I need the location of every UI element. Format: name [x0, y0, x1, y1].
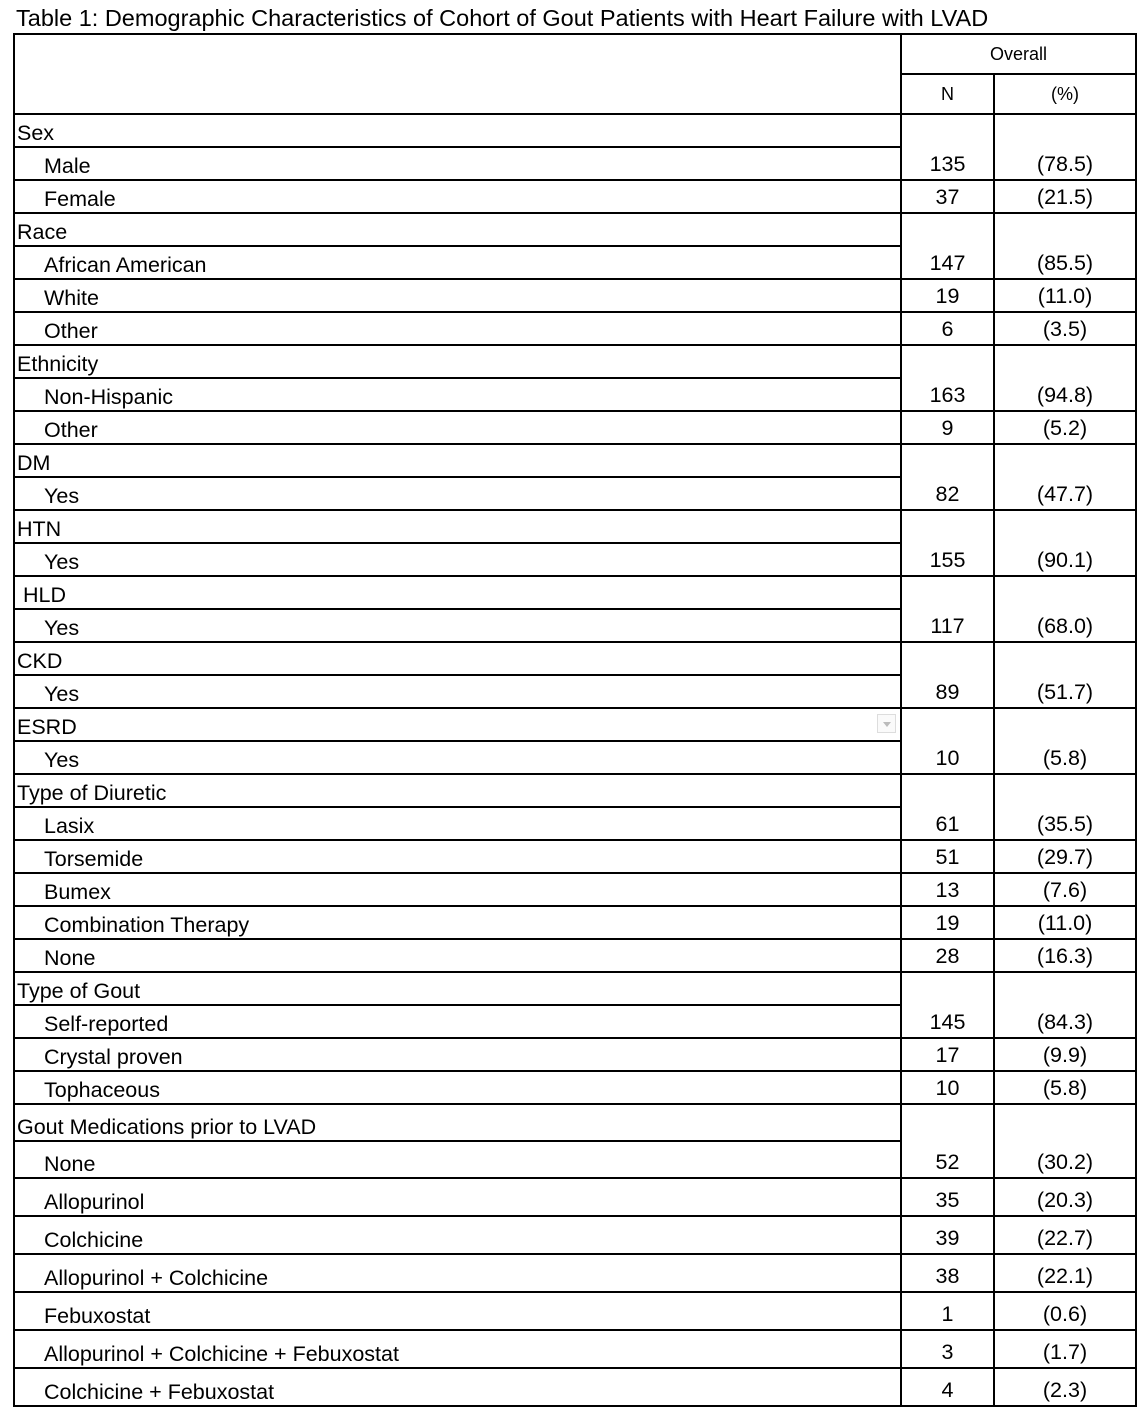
- count-cell: 4: [901, 1368, 994, 1406]
- row-label: Febuxostat: [14, 1292, 901, 1330]
- table-row: [14, 906, 1136, 939]
- count-cell: 51: [901, 840, 994, 873]
- table-row: [14, 1216, 1136, 1254]
- category-row: [14, 642, 1136, 675]
- count-cell: 39: [901, 1216, 994, 1254]
- count-cell: 3: [901, 1330, 994, 1368]
- row-label: Yes: [14, 477, 901, 510]
- row-label: Yes: [14, 675, 901, 708]
- header-row-overall: [14, 34, 1136, 74]
- percent-cell: (29.7): [994, 840, 1136, 873]
- count-cell: 61: [901, 774, 994, 840]
- count-cell: 38: [901, 1254, 994, 1292]
- row-label: Other: [14, 411, 901, 444]
- category-label: Type of Diuretic: [14, 774, 901, 807]
- category-row: [14, 1104, 1136, 1141]
- category-row: [14, 774, 1136, 807]
- row-label: White: [14, 279, 901, 312]
- percent-cell: (20.3): [994, 1178, 1136, 1216]
- count-cell: 9: [901, 411, 994, 444]
- row-label: African American: [14, 246, 901, 279]
- table-row: [14, 1254, 1136, 1292]
- percent-cell: (1.7): [994, 1330, 1136, 1368]
- row-label: Self-reported: [14, 1005, 901, 1038]
- header-overall: Overall: [901, 34, 1136, 74]
- row-label: Bumex: [14, 873, 901, 906]
- row-label: Colchicine + Febuxostat: [14, 1368, 901, 1406]
- category-label: Type of Gout: [14, 972, 901, 1005]
- table-row: [14, 873, 1136, 906]
- count-cell: 82: [901, 444, 994, 510]
- percent-cell: (7.6): [994, 873, 1136, 906]
- header-blank-cell: [14, 34, 901, 114]
- row-label: Crystal proven: [14, 1038, 901, 1071]
- header-pct: (%): [994, 74, 1136, 114]
- percent-cell: (35.5): [994, 774, 1136, 840]
- row-label: Yes: [14, 543, 901, 576]
- row-label: Colchicine: [14, 1216, 901, 1254]
- count-cell: 28: [901, 939, 994, 972]
- row-label: Allopurinol + Colchicine + Febuxostat: [14, 1330, 901, 1368]
- count-cell: 89: [901, 642, 994, 708]
- category-row: [14, 444, 1136, 477]
- row-label: Torsemide: [14, 840, 901, 873]
- count-cell: 163: [901, 345, 994, 411]
- table-row: [14, 840, 1136, 873]
- table-row: [14, 1038, 1136, 1071]
- percent-cell: (5.8): [994, 1071, 1136, 1104]
- demographics-table: [13, 33, 1137, 1407]
- category-row: [14, 213, 1136, 246]
- category-label: Race: [14, 213, 901, 246]
- percent-cell: (94.8): [994, 345, 1136, 411]
- table-row: [14, 312, 1136, 345]
- category-row: [14, 510, 1136, 543]
- percent-cell: (85.5): [994, 213, 1136, 279]
- percent-cell: (2.3): [994, 1368, 1136, 1406]
- category-label: Ethnicity: [14, 345, 901, 378]
- percent-cell: (22.7): [994, 1216, 1136, 1254]
- header-n: N: [901, 74, 994, 114]
- count-cell: 117: [901, 576, 994, 642]
- table-row: [14, 1071, 1136, 1104]
- count-cell: 17: [901, 1038, 994, 1071]
- table-row: [14, 1292, 1136, 1330]
- percent-cell: (16.3): [994, 939, 1136, 972]
- category-label: DM: [14, 444, 901, 477]
- count-cell: 52: [901, 1104, 994, 1178]
- percent-cell: (5.8): [994, 708, 1136, 774]
- table-row: [14, 939, 1136, 972]
- table-row: [14, 1368, 1136, 1406]
- filter-dropdown-icon[interactable]: [877, 714, 896, 733]
- percent-cell: (30.2): [994, 1104, 1136, 1178]
- category-row: [14, 708, 1136, 741]
- category-label: HLD: [14, 576, 901, 609]
- percent-cell: (51.7): [994, 642, 1136, 708]
- category-row: [14, 576, 1136, 609]
- count-cell: 135: [901, 114, 994, 180]
- percent-cell: (0.6): [994, 1292, 1136, 1330]
- row-label: Lasix: [14, 807, 901, 840]
- row-label: Allopurinol + Colchicine: [14, 1254, 901, 1292]
- row-label: None: [14, 1141, 901, 1178]
- percent-cell: (68.0): [994, 576, 1136, 642]
- count-cell: 1: [901, 1292, 994, 1330]
- row-label: Female: [14, 180, 901, 213]
- table-row: [14, 1178, 1136, 1216]
- label-text: ESRD: [17, 715, 77, 739]
- percent-cell: (9.9): [994, 1038, 1136, 1071]
- category-row: [14, 972, 1136, 1005]
- row-label: Combination Therapy: [14, 906, 901, 939]
- table-row: [14, 1330, 1136, 1368]
- category-label: Sex: [14, 114, 901, 147]
- table-title: Table 1: Demographic Characteristics of Cohort of Gout Patients with Heart Failure with LVAD: [16, 5, 989, 31]
- count-cell: 145: [901, 972, 994, 1038]
- category-label: [14, 708, 901, 741]
- category-label: CKD: [14, 642, 901, 675]
- table-row: [14, 279, 1136, 312]
- category-row: [14, 114, 1136, 147]
- count-cell: 19: [901, 279, 994, 312]
- count-cell: 10: [901, 1071, 994, 1104]
- count-cell: 147: [901, 213, 994, 279]
- percent-cell: (22.1): [994, 1254, 1136, 1292]
- row-label: Tophaceous: [14, 1071, 901, 1104]
- count-cell: 155: [901, 510, 994, 576]
- category-label: Gout Medications prior to LVAD: [14, 1104, 901, 1141]
- count-cell: 10: [901, 708, 994, 774]
- percent-cell: (3.5): [994, 312, 1136, 345]
- count-cell: 37: [901, 180, 994, 213]
- table-row: [14, 180, 1136, 213]
- category-row: [14, 345, 1136, 378]
- row-label: Non-Hispanic: [14, 378, 901, 411]
- percent-cell: (78.5): [994, 114, 1136, 180]
- count-cell: 13: [901, 873, 994, 906]
- row-label: Yes: [14, 741, 901, 774]
- table-row: [14, 411, 1136, 444]
- row-label: Yes: [14, 609, 901, 642]
- percent-cell: (5.2): [994, 411, 1136, 444]
- row-label: Allopurinol: [14, 1178, 901, 1216]
- percent-cell: (11.0): [994, 906, 1136, 939]
- row-label: Other: [14, 312, 901, 345]
- count-cell: 35: [901, 1178, 994, 1216]
- percent-cell: (47.7): [994, 444, 1136, 510]
- percent-cell: (84.3): [994, 972, 1136, 1038]
- percent-cell: (21.5): [994, 180, 1136, 213]
- percent-cell: (11.0): [994, 279, 1136, 312]
- count-cell: 19: [901, 906, 994, 939]
- count-cell: 6: [901, 312, 994, 345]
- category-label: HTN: [14, 510, 901, 543]
- row-label: None: [14, 939, 901, 972]
- percent-cell: (90.1): [994, 510, 1136, 576]
- row-label: Male: [14, 147, 901, 180]
